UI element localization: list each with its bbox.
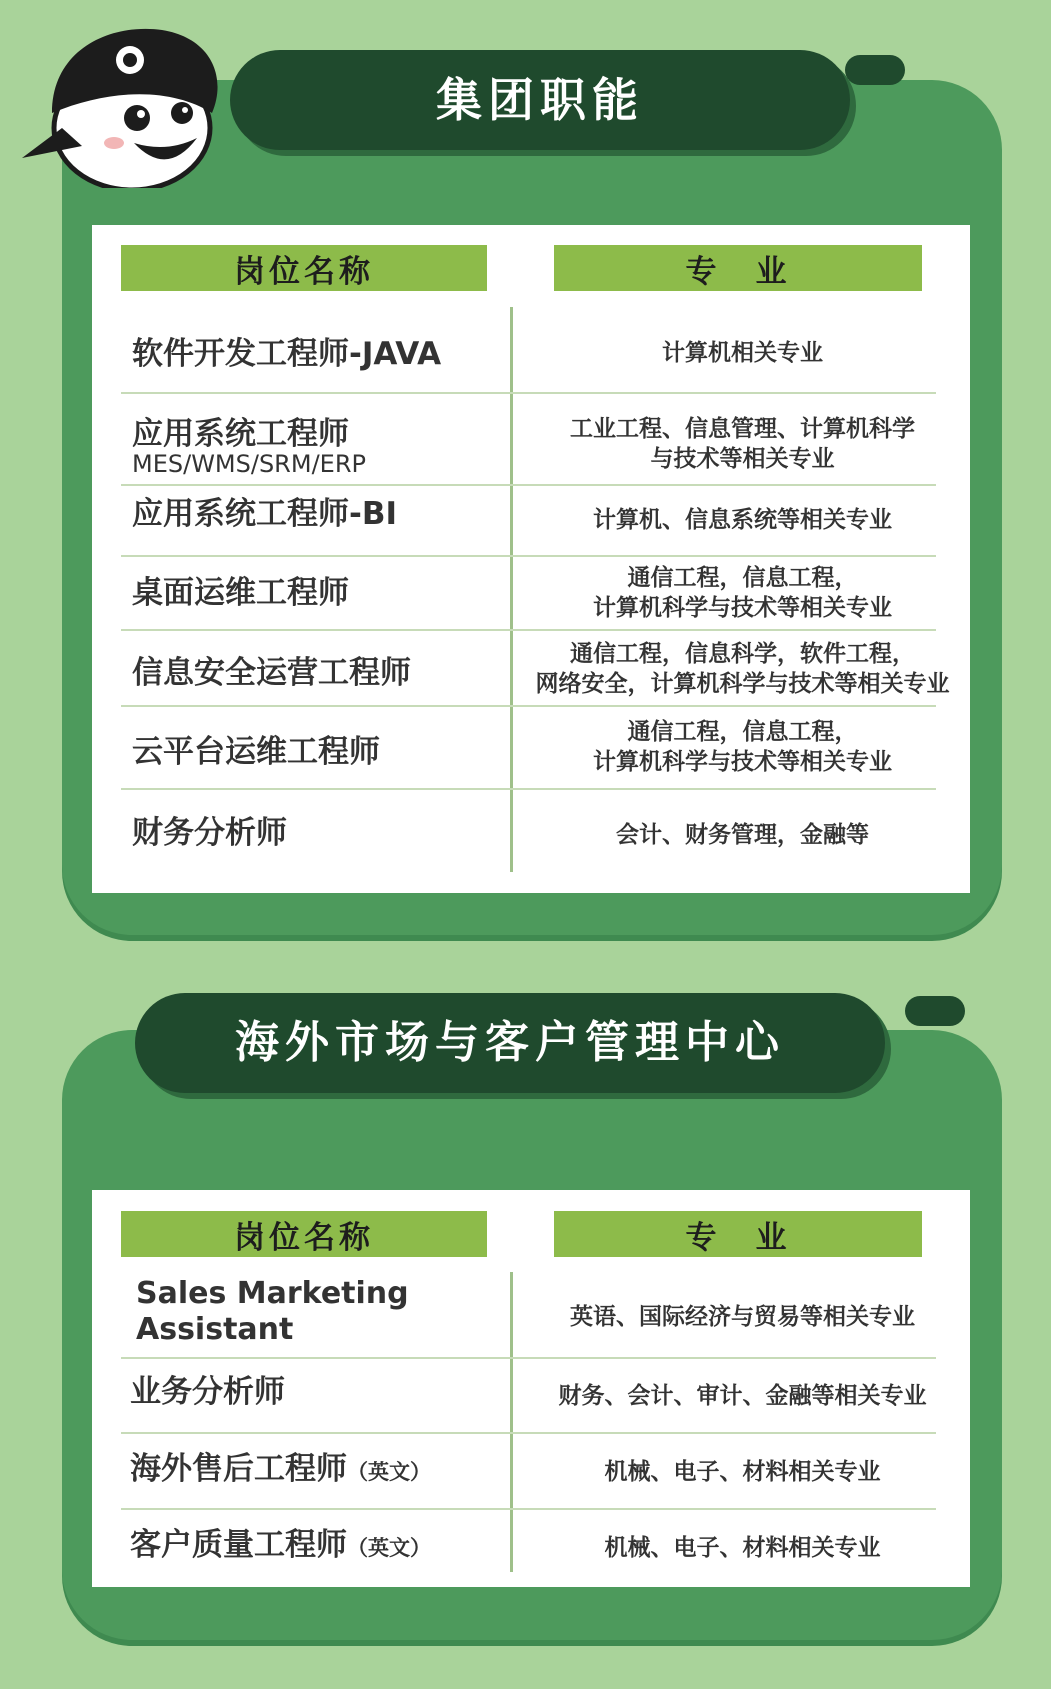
section1-title-bar: [230, 50, 850, 150]
row-separator: [121, 392, 936, 394]
row-separator: [121, 788, 936, 790]
table-row-name: 云平台运维工程师: [132, 734, 380, 770]
table-row-major: 计算机相关专业: [662, 339, 823, 366]
section2-header-major: 专 业: [554, 1211, 922, 1257]
row-separator: [121, 629, 936, 631]
table-row-name: 海外售后工程师（英文）: [130, 1451, 431, 1487]
table-row-major: 通信工程，信息工程， 计算机科学与技术等相关专业: [593, 565, 892, 621]
row-separator: [121, 1432, 936, 1434]
table-row-major: 英语、国际经济与贸易等相关专业: [570, 1304, 915, 1330]
row-separator: [121, 705, 936, 707]
table-row-major: 工业工程、信息管理、计算机科学 与技术等相关专业: [570, 416, 915, 472]
table-row-name: 应用系统工程师 MES/WMS/SRM/ERP: [132, 416, 366, 478]
section1-title-pill: [845, 55, 905, 85]
table-row-major: 机械、电子、材料相关专业: [604, 1535, 881, 1561]
section1-header-major: 专 业: [554, 245, 922, 291]
section2-title-pill: [905, 996, 965, 1026]
section1-header-position: 岗位名称: [121, 245, 487, 291]
table-row-major: 会计、财务管理，金融等: [616, 822, 869, 848]
row-separator: [121, 484, 936, 486]
row-separator: [121, 555, 936, 557]
table-row-name: 桌面运维工程师: [132, 575, 349, 611]
section2-title: 海外市场与客户管理中心: [235, 1017, 785, 1068]
table-row-major: 计算机、信息系统等相关专业: [593, 507, 892, 533]
section2-divider: [510, 1272, 513, 1572]
table-row-name: 财务分析师: [132, 815, 287, 851]
table-row-name: Sales Marketing Assistant: [136, 1276, 409, 1347]
table-row-major: 通信工程，信息科学，软件工程， 网络安全，计算机科学与技术等相关专业: [535, 641, 950, 697]
table-row-name: 客户质量工程师（英文）: [130, 1527, 431, 1563]
table-row-name: 业务分析师: [130, 1374, 285, 1410]
section1-title: 集团职能: [436, 73, 644, 127]
table-row-major: 财务、会计、审计、金融等相关专业: [558, 1383, 927, 1409]
row-separator: [121, 1508, 936, 1510]
section2-header-position: 岗位名称: [121, 1211, 487, 1257]
row-separator: [121, 1357, 936, 1359]
mascot-icon: [22, 18, 232, 188]
table-row-name: 信息安全运营工程师: [132, 655, 411, 691]
section2-title-bar: [135, 993, 885, 1093]
table-row-name: 应用系统工程师-BI: [132, 496, 398, 532]
table-row-major: 机械、电子、材料相关专业: [604, 1459, 881, 1485]
table-row-major: 通信工程，信息工程， 计算机科学与技术等相关专业: [593, 719, 892, 775]
section1-table: [92, 225, 970, 893]
table-row-name: 软件开发工程师-JAVA: [132, 336, 442, 372]
